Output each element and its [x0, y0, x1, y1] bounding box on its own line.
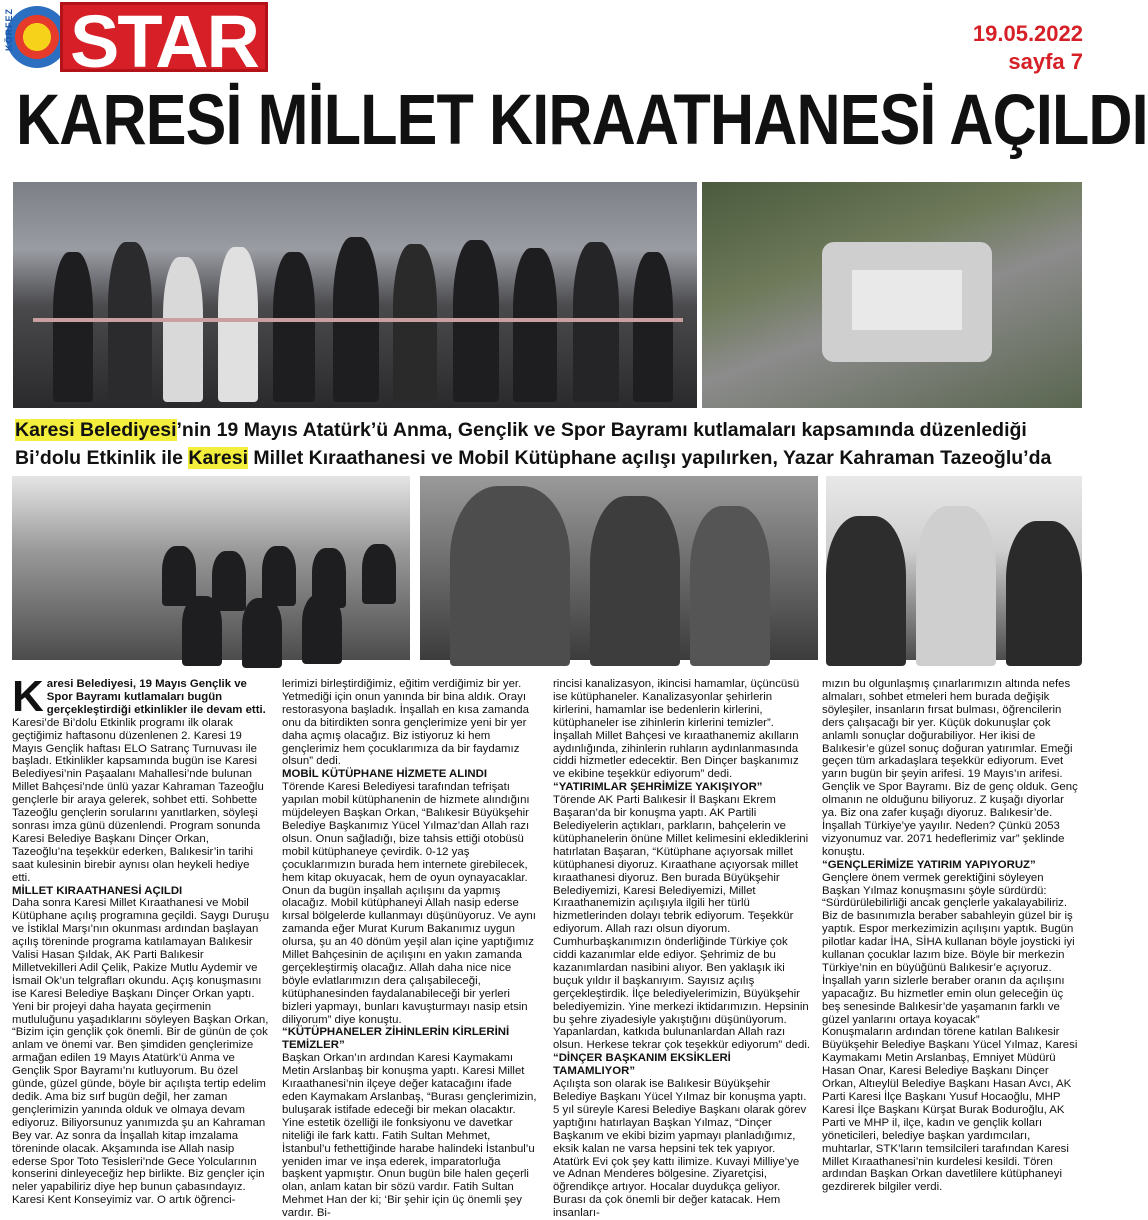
paragraph: mızın bu olgunlaşmış çınarlarımızın altında nefes almaları, sohbet etmeleri hem burada değişik söyleşiler, insanların fırsat bulması, öğrencilerin ders çalışacağı bir yer. Küçük dokunuşlar çok anlamlı sonuçlar doğurabiliyor. Her ikisi de Balıkesir’e güzel sonuç doğuran yatırımlar. Emeği geçen tüm arkadaşlara teşekkür ediyorum. Evet yarın bugün bir şeyin arifesi. 19 Mayıs’ın arifesi. Gençlik ve Spor Bayramı. Biz de genç olduk. Genç olmanın ne olduğunu biliyoruz. Z kuşağı diyorlar ya. Biz ona zafer kuşağı diyoruz. Balıkesir’de. İnşallah Türkiye’ye yayılır. Neden? Çünkü 2053 vizyonumuz var. 2071 hedeflerimiz var” şeklinde konuştu. — [822, 678, 1078, 858]
issue-date-block — [973, 20, 1083, 76]
paragraph: Açılışta son olarak ise Balıkesir Büyükşehir Belediye Başkanı Yücel Yılmaz bir konuşma yaptı. 5 yıl süreyle Karesi Belediye Başkanı olarak görev yaptığını hatırlayan Başkan Yılmaz, “Dinçer Başkanım ve ekibi bizim yapmayı planladığımız, eksik kalan ne varsa hepsini tek tek yapıyor. Atatürk Evi çok şey kattı ilimize. Kuvayi Milliye’ye ve Adnan Menderes bölgesine. Ziyaretçisi, öğrendikçe artıyor. Hocalar duyduk̇ça geliyor. Burası da çok önemli bir değer katacak. Hem insanları- — [553, 1078, 807, 1220]
masthead — [4, 0, 268, 83]
masthead-side-label: KÖRFEZ — [4, 8, 14, 51]
ribbon-cutting-photo — [13, 182, 697, 408]
paragraph: Törende AK Parti Balıkesir İl Başkanı Ekrem Başaran’da bir konuşma yaptı. AK Partili Belediyelerin açtıkları, parkların, bahçelerin ve kütüphanelerin önüne Millet kelimesini eklediklerini hatırlatan Başaran, “Kütüphane açıyorsak millet kütüphanesi diyoruz. Kıraathane açıyorsak millet kıraathanesi diyoruz. Ben burada Büyükşehir Belediyemizi, Karesi Belediyemizi, Millet Kıraathanemizin açılışıyla ilgili her türlü hizmetlerinden dolayı tebrik ediyorum. Teşekkür ediyorum. Allah razı olsun diyorum. Cumhurbaşkanımızın önderliğinde Türkiye çok ciddi kazanımlar elde ediyor. Şehrimiz de bu kazanımlardan nasibini alıyor. Ben yaklaşık iki buçuk yıldır il başkanıyım. Sayısız açılış gerçekleştirdik. İlçe belediyelerimizin, Büyükşehir belediyemizin. Yine merkezi iktidarımızın. Hepsinin bu şehre ziyadesiyle yakıştığını düşünüyorum. Yapanlardan, katkıda bulunanlardan Allah razı olsun. Herkese tekrar çok teşekkür ediyorum” dedi. — [553, 794, 811, 1052]
article-body — [12, 672, 1084, 1220]
subheading: MİLLET KIRAATHANESİ AÇILDI — [12, 884, 183, 897]
audience-photo — [12, 476, 410, 660]
subheading: “YATIRIMLAR ŞEHRİMİZE YAKIŞIYOR” — [553, 781, 763, 794]
masthead-title: STAR — [70, 0, 258, 83]
paragraph: Daha sonra Karesi Millet Kıraathanesi ve Mobil Kütüphane açılış programına geçildi. Saygı Duruşu ve İstiklal Marşı’nın okunması ardından başlayan açılış töreninde programa katılamayan Balıkesir Valisi Hasan Şıldak, AK Parti Balıkesir Milletvekilleri Adil Çelik, Pakize Mutlu Aydemir ve İsmail Ok’un telgrafları okundu. Açış konuşmasını ise Karesi Belediye Başkanı Dinçer Orkan yaptı. Yeni bir projeyi daha hayata geçirmenin mutluluğunu yaşadıklarını söyleyen Başkan Orkan, “Bizim için gençlik çok önemli. Bir de günün de çok anlam ve önemi var. Ben şimdiden gençlerimize armağan edilen 19 Mayıs Atatürk’ü Anma ve Gençlik Spor Bayramı’nı kutluyorum. Bu özel günde, güzel günde, böyle bir açılışta tertip edelim dedik. Ama biz sırf bugün değil, her zaman gençlerimizin yanında olduk ve olmaya devam ediyoruz. Biliyorsunuz yanımızda şu an Kahraman Bey var. Az sonra da İnşallah kitap imzalama töreninde olacak. Akşamında ise Allah nasip ederse Spor Toto Tesisleri’nde Gece Yolcularının konserini dinleyeceğiz hep birlikte. Biz gençler için neler yapabiliriz diye hep bunun çabasındayız. Karesi Kent Konseyimiz var. O artık öğrenci- — [12, 897, 270, 1207]
dropcap: K — [12, 672, 44, 721]
article-column-2 — [282, 678, 540, 1220]
students-photo — [420, 476, 818, 660]
paragraph: Başkan Orkan’ın ardından Karesi Kaymakamı Metin Arslanbaş bir konuşma yaptı. Karesi Millet Kıraathanesi’nin ilçeye değer katacağını ifade eden Kaymakam Arslanbaş, “Burası gençlerimizin, buluşarak istifade edeceği bir mekan olacaktır. Yine estetik özelliği ile fonksiyonu ve davetkar niteliği ile fark kattı. Fatih Sultan Mehmet, İstanbul’u fethettiğinde harabe halindeki İstanbul’u yeniden imar ve inşa ederek, imparatorluğa başkent yapmıştır. Onun bugün bile halen geçerli olan, anlam katan bir sözü vardır. Fatih Sultan Mehmet Han der ki; ‘Bir şehir için üç önemli şey vardır. Bi- — [282, 1052, 537, 1220]
headline: KARESİ MİLLET KIRAATHANESİ AÇILDI — [16, 81, 1148, 160]
paragraph: Törende Karesi Belediyesi tarafından tefrişatı yapılan mobil kütüphanenin de hizmete alındığını müjdeleyen Başkan Orkan, “Balıkesir Büyükşehir Belediye Başkanımız Yücel Yılmaz’dan Allah razı olsun. Onun sağladığı, bize tahsis ettiği otobüsü mobil kütüphaneye çevirdik. 0-12 yaş çocuklarımızın burada hem internete girebilecek, hem kitap okuyacak, hem de oyun oynayacaklar. Onun da bugün inşallah açılışını da yapmış olacağız. Mobil kütüphaneyi Allah nasip ederse kırsal bölgelerde kullanmayı düşünüyoruz. Ve aynı zamanda eğer Murat Kurum Bakanımız uygun olursa, şu an 40 dönüm yeşil alan içine yaptığımız Millet Bahçesinin de açılışını en yakın zamanda gerçekleştirmiş olacağız. Allah daha nice nice böyle evlatlarımızın dera çalışabileceği, kütüphanesinden faydalanabileceği bir yerleri bizleri yapmayı, bunları kavuşturmayı nasip etsin diliyorum” diye konuştu. — [282, 781, 536, 1026]
paragraph: Konuşmaların ardından törene katılan Balıkesir Büyükşehir Belediye Başkanı Yücel Yılmaz, Karesi Kaymakamı Metin Arslanbaş, Emniyet Müdürü Hasan Onar, Karesi Belediye Başkanı Dinçer Orkan, Altıeylül Belediye Başkanı Hasan Avcı, AK Parti Karesi İlçe Başkanı Yusuf Hocaoğlu, MHP Karesi İlçe Başkanı Kürşat Burak Boduroğlu, AK Parti ve MHP il, ilçe, kadın ve gençlik kolları yöneticileri, belediye başkan yardımcıları, muhtarlar, STK’ların temsilcileri tarafından Karesi Millet Kıraathanesi’nin kurdelesi kesildi. Tören ardından Başkan Orkan davetlilere kütüphaneyi gezdirerek bilgiler verdi. — [822, 1026, 1078, 1194]
paragraph: Gençlere önem vermek gerektiğini söyleyen Başkan Yılmaz konuşmasını şöyle sürdürdü: “Sürdürülebilirliği ancak gençlerle yakalayabiliriz. Biz de basınımızla beraber sabahleyin güzel bir iş yaptık. Espor merkezimizin açılışını yaptık. Bugün pilotlar kadar İHA, SİHA kullanan böyle joysticki iyi kullanan çocuklar lazım bize. Böyle bir merkezin Türkiye’nin en büyüğünü Balıkesir’e açıyoruz. İnşallah yarın sizlerle beraber oranın da açılışını yapacağız. Bu hizmetler emin olun geleceğin üç beş senesinde Balıkesir’de yaşamanın farklı ve güzel yanlarını ortaya koyacak” — [822, 871, 1075, 1026]
page-number: sayfa 7 — [1008, 49, 1083, 74]
article-column-3 — [553, 678, 811, 1220]
subheading: “DİNÇER BAŞKANIM EKSİKLERİ TAMAMLIYOR” — [553, 1052, 731, 1078]
target-logo-icon — [6, 6, 68, 68]
paragraph: lerimizi birleştirdiğimiz, eğitim verdiğimiz bir yer. Yetmediği için onun yanında bir bina aldık. Orayı restorasyona başladık. İnşallah en kısa zamanda onu da bitirdikten sonra gençlerimize yeni bir yer daha açmış olacağız. Biz istiyoruz ki hem gençlerimiz hem çocuklarımıza da bir faydamız olsun” dedi. — [282, 678, 529, 768]
lead-paragraph: aresi Belediyesi, 19 Mayıs Gençlik ve Spor Bayramı kutlamaları bugün gerçekleştirdiği etkinlikler ile devam etti. — [46, 678, 266, 716]
paragraph: rincisi kanalizasyon, ikincisi hamamlar, üçüncüsü ise kütüphaneler. Kanalizasyonlar şehirlerin kirlerini, hamamlar ise bedenlerin kirlerini, kütüphaneler ise zihinlerin kirlerini temizler”. İnşallah Millet Bahçesi ve kıraathanemiz akılların aydınlığında, zihinlerin ruhların aydınlanmasında ciddi hizmetler edecektir. Ben Dinçer başkanımız ve ekibine teşekkür ediyorum” dedi. — [553, 678, 800, 781]
caption-highlight-2: Karesi — [188, 447, 248, 469]
masthead-logo-box — [60, 0, 268, 83]
aerial-photo — [702, 182, 1082, 408]
caption-text-2: Millet Kıraathanesi ve Mobil Kütüphane açılışı yapılırken, Yazar Kahraman Tazeoğlu’da — [253, 447, 1052, 469]
author-gift-photo — [826, 476, 1082, 660]
subheading: “GENÇLERİMİZE YATIRIM YAPIYORUZ” — [822, 858, 1036, 871]
article-column-4 — [822, 678, 1080, 1198]
subheading: “KÜTÜPHANELER ZİHİNLERİN KİRLERİNİ TEMİZLER” — [282, 1026, 510, 1052]
issue-date: 19.05.2022 — [972, 21, 1083, 46]
article-column-1 — [12, 672, 270, 1207]
caption-text-1: ’nin 19 Mayıs Atatürk’ü Anma, Gençlik ve Spor Bayramı kutlamaları kapsamında düzenlediği Bi’dolu Etkinlik ile — [15, 419, 1027, 469]
paragraph: Karesi’de Bi’dolu Etkinlik programı ilk olarak geçtiğimiz haftasonu düzenlenen 2. Karesi 19 Mayıs Gençlik haftası ELO Satranç Turnuvası ile başladı. Etkinlikler kapsamında bugün ise Karesi Belediyesi’nin Paşaalanı Mahallesi’nde bulunan Millet Bahçesi’nde ünlü yazar Kahraman Tazeoğlu gençlerle bir araya gelerek, sohbet etti. Sohbette Tazeoğlu gençlerin sorularını yanıtlarken, söyleşi sonrası imza günü düzenlendi. Program sonunda Karesi Belediye Başkanı Dinçer Orkan, Tazeoğlu’na teşekkür ederken, Balıkesir’in tarihi saat kulesinin birebir aynısı olan heykeli hediye etti. — [12, 716, 264, 884]
caption-highlight-1: Karesi Belediyesi — [15, 419, 177, 441]
subheading: MOBİL KÜTÜPHANE HİZMETE ALINDI — [282, 768, 488, 781]
